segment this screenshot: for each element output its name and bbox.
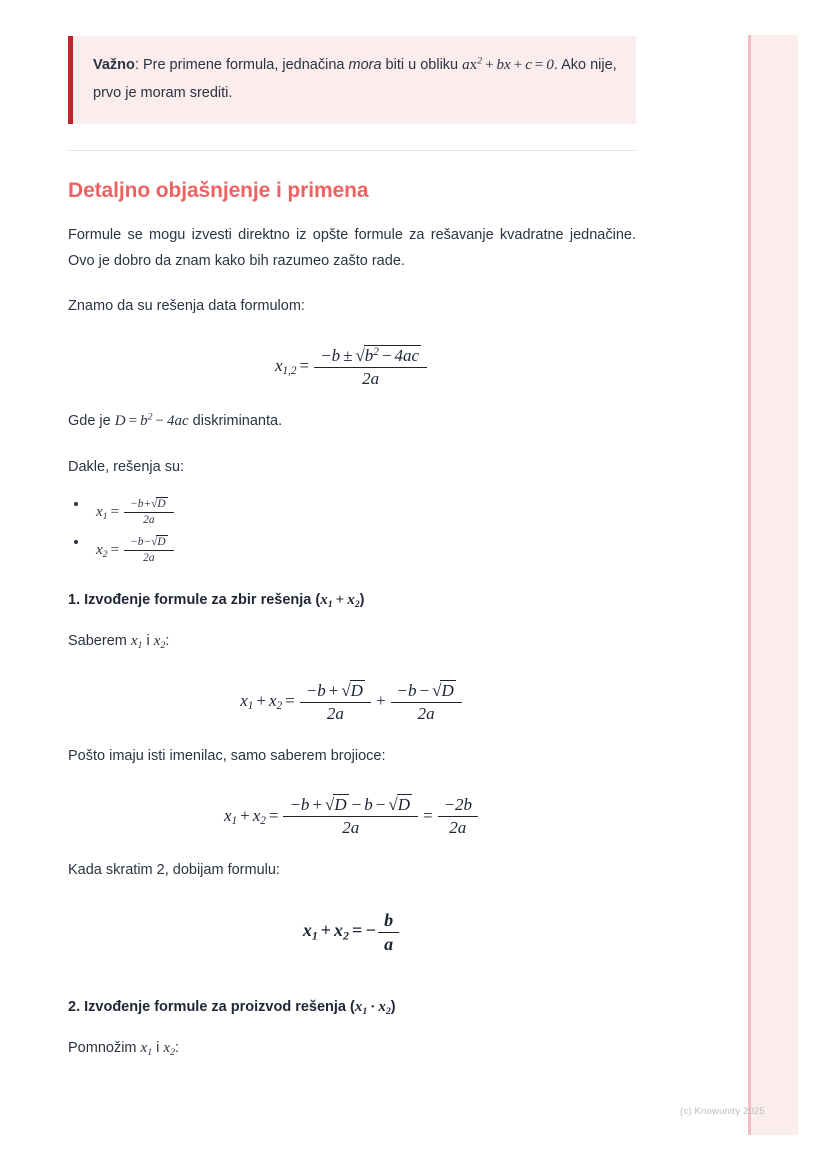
callout-text-tail: . Ako nije, prvo je moram srediti. <box>93 57 617 101</box>
formula-lead-in: Znamo da su rešenja data formulom: <box>68 298 305 315</box>
quadratic-formula-denominator: 2a <box>362 368 380 388</box>
discriminant-prefix: Gde je <box>68 412 115 429</box>
discriminant-suffix: diskriminanta. <box>188 412 283 429</box>
bullet-icon <box>74 540 78 544</box>
solution-numerator: −b−√D <box>124 536 174 551</box>
solution-lhs: $x_1$ <box>96 503 108 522</box>
right-edge-decorative-bar <box>748 35 798 1135</box>
bullet-icon <box>74 502 78 506</box>
sum-equation-b-lhs: $x_1 + x_2$ = <box>223 805 279 827</box>
sum-result-fraction <box>378 910 399 955</box>
solution-lhs: $x_2$ <box>96 541 108 560</box>
solution-numerator: −b+√D <box>124 498 174 513</box>
product-step-one-mid: i <box>152 1039 164 1056</box>
equals-sign: = <box>110 541 120 558</box>
callout-emphasis: mora <box>348 57 382 73</box>
numerator: −b − √D <box>391 681 462 703</box>
subsection-heading-close: ) <box>359 591 365 608</box>
quadratic-formula-display <box>68 346 636 389</box>
subsection-heading-sum <box>68 592 636 609</box>
sum-equation-b-fraction-two <box>438 795 478 838</box>
section-divider <box>68 150 636 151</box>
sum-equation-a-fraction-two <box>391 681 462 724</box>
page-title: Detaljno objašnjenje i primena <box>68 178 369 202</box>
subsection-heading-close: ) <box>390 998 396 1015</box>
solutions-list <box>68 498 636 564</box>
callout-text-after-emphasis: biti u obliku <box>381 57 463 73</box>
important-callout <box>68 36 636 124</box>
sum-result-lhs: $x_1 + x_2$ = − <box>302 920 377 943</box>
sum-equation-b-fraction-one <box>283 795 418 838</box>
subsection-heading-text: 2. Izvođenje formule za proizvod rešenja ( <box>68 998 355 1015</box>
subsection-heading-text: 1. Izvođenje formule za zbir rešenja ( <box>68 591 321 608</box>
callout-lead-label: Važno <box>93 57 135 73</box>
list-item <box>68 498 636 526</box>
inline-x1: $x_1$ <box>130 632 143 651</box>
sum-equation-a-fraction-one <box>300 681 371 724</box>
sum-step-two-text: Pošto imaju isti imenilac, samo saberem brojioce: <box>68 747 386 764</box>
discriminant-line <box>68 408 636 435</box>
list-item <box>68 536 636 564</box>
subsection-heading-math: $x_1 \cdot x_2$ <box>354 998 391 1017</box>
product-step-one-text <box>68 1035 636 1062</box>
denominator: 2a <box>342 818 360 838</box>
intro-paragraph: Formule se mogu izvesti direktno iz opšte formule za rešavanje kvadratne jednačine. Ovo je dobro da znam kako bih razumeo zašto rade. <box>68 226 636 269</box>
sum-step-one-text <box>68 628 636 655</box>
sum-step-one-after: : <box>165 632 170 649</box>
sum-equation-a-lhs: $x_1 + x_2$ = <box>240 691 295 713</box>
numerator: b <box>378 910 399 933</box>
callout-inline-equation: $ax^2$ + bx + c = 0 <box>462 55 554 73</box>
solution-denominator: 2a <box>143 552 155 564</box>
equals-sign: = <box>422 805 433 825</box>
subsection-heading-product <box>68 999 636 1016</box>
sum-step-one-mid: i <box>142 632 154 649</box>
product-step-one-before: Pomnožim <box>68 1039 141 1056</box>
equals-sign: = <box>299 356 310 376</box>
plus-sign: + <box>375 691 386 711</box>
denominator: a <box>384 933 394 954</box>
callout-text <box>93 52 618 107</box>
solution-fraction <box>124 498 174 526</box>
denominator: 2a <box>449 818 467 838</box>
quadratic-formula-lhs: $x_{1,2}$ <box>274 356 297 378</box>
solution-fraction <box>124 536 174 564</box>
quadratic-formula-fraction <box>314 346 427 389</box>
callout-text-before: : Pre primene formula, jednačina <box>134 57 349 73</box>
sum-result-equation <box>68 910 636 955</box>
sum-step-three-text: Kada skratim 2, dobijam formulu: <box>68 862 280 879</box>
sum-equation-b <box>68 795 636 838</box>
equals-sign: = <box>110 503 120 520</box>
denominator: 2a <box>417 703 435 723</box>
numerator: −b + √D − b − √D <box>283 795 418 817</box>
document-page <box>68 0 636 1062</box>
discriminant-equation: $D = b^2 - 4ac$ <box>114 411 189 429</box>
sum-step-one-before: Saberem <box>68 632 131 649</box>
inline-x2: $x_2$ <box>153 632 166 651</box>
numerator: −b + √D <box>300 681 371 703</box>
product-step-one-after: : <box>175 1039 180 1056</box>
numerator: −2b <box>438 795 478 817</box>
solutions-lead-in: Dakle, rešenja su: <box>68 458 185 475</box>
inline-x1: $x_1$ <box>140 1039 153 1058</box>
denominator: 2a <box>326 703 344 723</box>
solution-denominator: 2a <box>143 513 155 526</box>
quadratic-formula-numerator: $-b \pm √b^2 - 4ac$ <box>314 346 427 368</box>
subsection-heading-math: $x_1 + x_2$ <box>320 591 360 610</box>
inline-x2: $x_2$ <box>163 1039 176 1058</box>
footer-watermark: (c) Knowunity 2025 <box>680 1106 765 1117</box>
sum-equation-a <box>68 681 636 724</box>
